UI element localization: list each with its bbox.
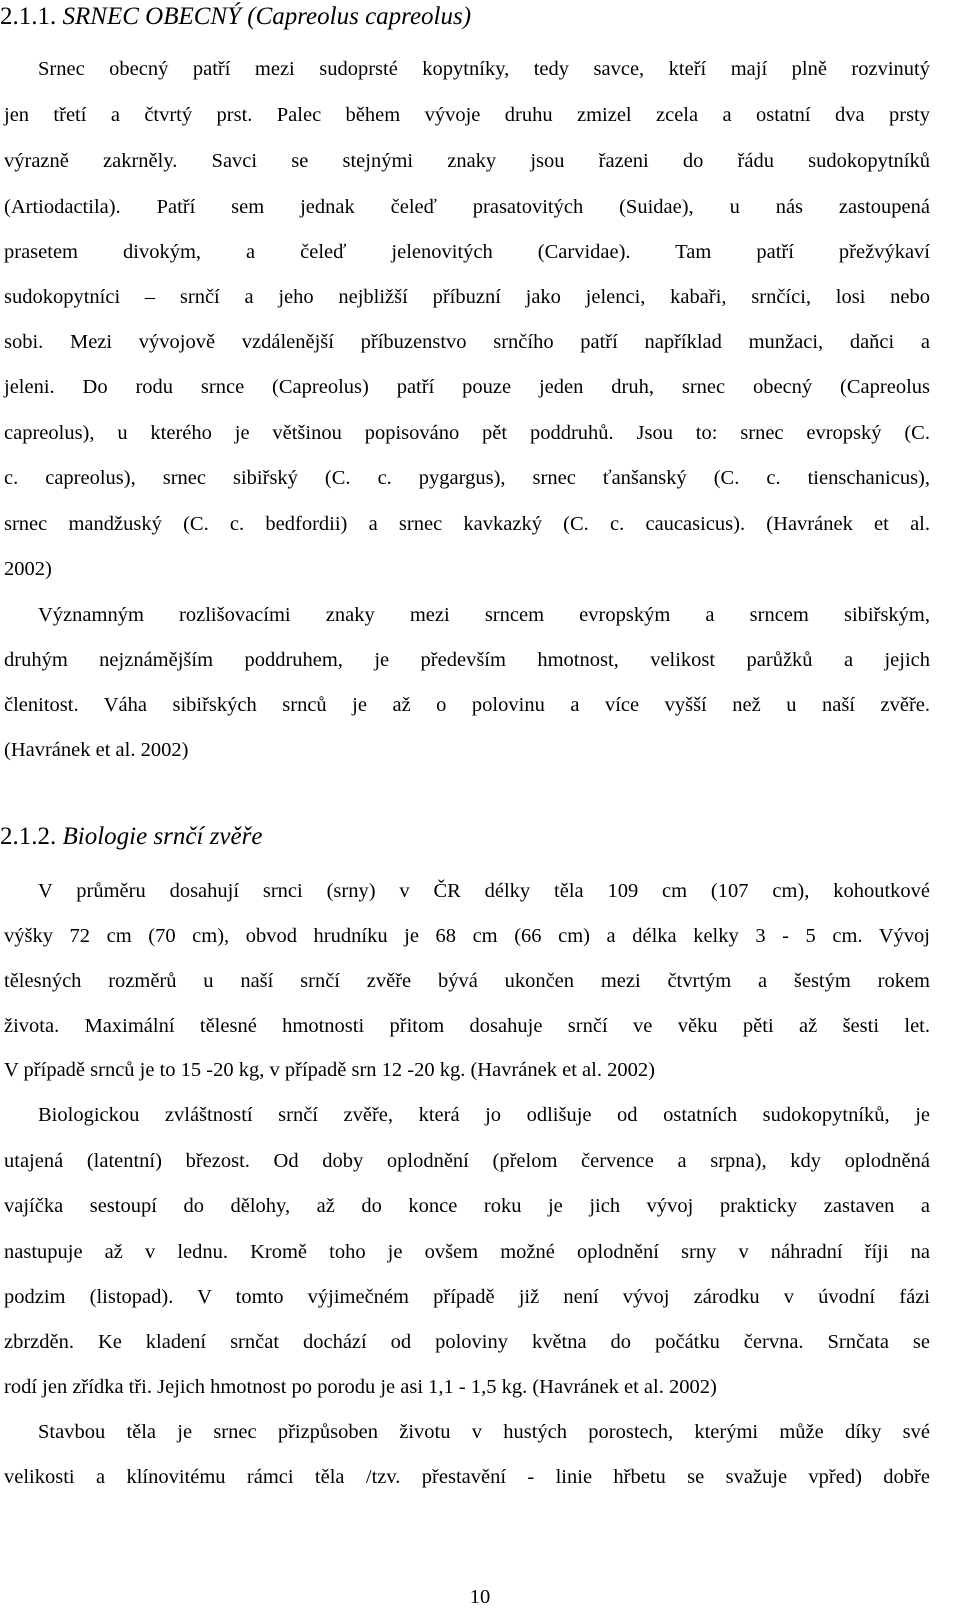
paragraph-line: druhým nejznámějším poddruhem, je především hmotnost, velikost parůžků a jejich — [4, 649, 930, 671]
paragraph-line: podzim (listopad). V tomto výjimečném případě již není vývoj zárodku v úvodní fázi — [4, 1286, 930, 1308]
paragraph-line: velikosti a klínovitému rámci těla /tzv. přestavění - linie hřbetu se svažuje vpřed) dobře — [4, 1466, 930, 1488]
page-number: 10 — [469, 1586, 491, 1608]
paragraph-line: V průměru dosahují srnci (srny) v ČR délky těla 109 cm (107 cm), kohoutkové — [38, 880, 930, 902]
paragraph-line: srnec mandžuský (C. c. bedfordii) a srnec kavkazký (C. c. caucasicus). (Havránek et al. — [4, 513, 930, 535]
paragraph-line: Stavbou těla je srnec přizpůsoben životu v hustých porostech, kterými může díky své — [38, 1421, 930, 1443]
paragraph-line: Srnec obecný patří mezi sudoprsté kopytníky, tedy savce, kteří mají plně rozvinutý — [38, 58, 930, 80]
paragraph-line: členitost. Váha sibiřských srnců je až o polovinu a více vyšší než u naší zvěře. — [4, 694, 930, 716]
paragraph-line: života. Maximální tělesné hmotnosti přitom dosahuje srnčí ve věku pěti až šesti let. — [4, 1015, 930, 1037]
section-title: Biologie srnčí zvěře — [62, 823, 263, 850]
paragraph-line: výšky 72 cm (70 cm), obvod hrudníku je 68 cm (66 cm) a délka kelky 3 - 5 cm. Vývoj — [4, 925, 930, 947]
paragraph-line: prasetem divokým, a čeleď jelenovitých (Carvidae). Tam patří přežvýkaví — [4, 241, 930, 263]
section-heading-2-1-2 — [0, 822, 262, 852]
paragraph-line: jeleni. Do rodu srnce (Capreolus) patří pouze jeden druh, srnec obecný (Capreolus — [4, 376, 930, 398]
paragraph-line: (Havránek et al. 2002) — [4, 739, 189, 761]
paragraph-line: vajíčka sestoupí do dělohy, až do konce roku je jich vývoj prakticky zastaven a — [4, 1195, 930, 1217]
paragraph-line: 2002) — [4, 558, 52, 580]
section-number: 2.1.1. — [0, 3, 57, 30]
paragraph-line: Významným rozlišovacími znaky mezi srncem evropským a srncem sibiřským, — [38, 604, 930, 626]
paragraph-line: (Artiodactila). Patří sem jednak čeleď prasatovitých (Suidae), u nás zastoupená — [4, 196, 930, 218]
paragraph-line: Biologickou zvláštností srnčí zvěře, která jo odlišuje od ostatních sudokopytníků, je — [38, 1104, 930, 1126]
section-number: 2.1.2. — [0, 823, 57, 850]
paragraph-line: c. capreolus), srnec sibiřský (C. c. pygargus), srnec ťanšanský (C. c. tienschanicus), — [4, 467, 930, 489]
paragraph-line: capreolus), u kterého je většinou popisováno pět poddruhů. Jsou to: srnec evropský (C. — [4, 422, 930, 444]
paragraph-line: výrazně zakrněly. Savci se stejnými znaky jsou řazeni do řádu sudokopytníků — [4, 150, 930, 172]
paragraph-line: tělesných rozměrů u naší srnčí zvěře bývá ukončen mezi čtvrtým a šestým rokem — [4, 970, 930, 992]
paragraph-line: V případě srnců je to 15 -20 kg, v případě srn 12 -20 kg. (Havránek et al. 2002) — [4, 1059, 655, 1081]
paragraph-line: sudokopytníci – srnčí a jeho nejbližší příbuzní jako jelenci, kabaři, srnčíci, losi nebo — [4, 286, 930, 308]
paragraph-line: jen třetí a čtvrtý prst. Palec během vývoje druhu zmizel zcela a ostatní dva prsty — [4, 104, 930, 126]
paragraph-line: zbrzděn. Ke kladení srnčat dochází od poloviny května do počátku června. Srnčata se — [4, 1331, 930, 1353]
section-heading-2-1-1 — [0, 2, 471, 32]
paragraph-line: nastupuje až v lednu. Kromě toho je ovšem možné oplodnění srny v náhradní říji na — [4, 1241, 930, 1263]
section-title: SRNEC OBECNÝ (Capreolus capreolus) — [62, 3, 472, 30]
paragraph-line: sobi. Mezi vývojově vzdálenější příbuzenstvo srnčího patří například munžaci, daňci a — [4, 331, 930, 353]
paragraph-line: rodí jen zřídka tři. Jejich hmotnost po porodu je asi 1,1 - 1,5 kg. (Havránek et al. 2002) — [4, 1376, 717, 1398]
paragraph-line: utajená (latentní) březost. Od doby oplodnění (přelom července a srpna), kdy oplodněná — [4, 1150, 930, 1172]
